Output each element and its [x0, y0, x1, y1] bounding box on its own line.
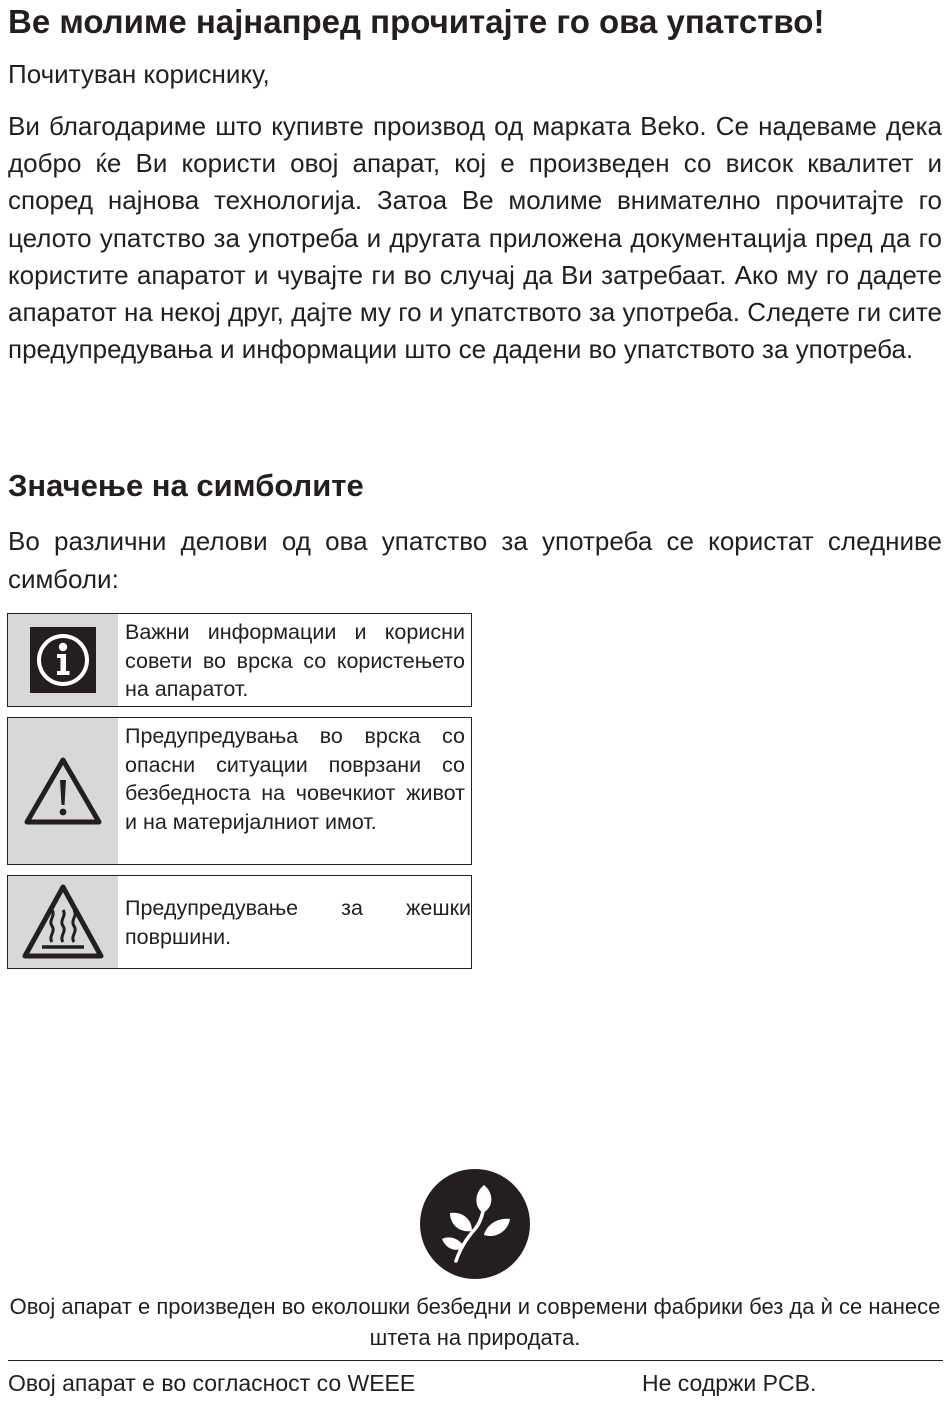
symbol-icon-cell: [8, 876, 118, 968]
symbol-row-hot-surface: [7, 875, 472, 969]
page-title: Ве молиме најнапред прочитајте го ова упатство!: [8, 3, 825, 40]
symbol-row-warning: [7, 717, 472, 865]
symbol-description: Предупредување за жешки површини.: [125, 896, 471, 949]
symbols-intro: Во различни делови од ова упатство за употреба се користат следниве симболи:: [8, 526, 942, 594]
pcb-statement: Не содржи PCB.: [642, 1370, 817, 1396]
symbol-description: Важни информации и корисни совети во врска со користењето на апаратот.: [125, 620, 465, 702]
hot-surface-icon: [22, 884, 104, 960]
symbol-row-info: [7, 613, 472, 707]
leaf-logo-icon: [420, 1169, 530, 1279]
weee-compliance: Овој апарат е во согласност со WEEE: [8, 1370, 416, 1396]
symbols-heading: Значење на симболите: [8, 468, 364, 503]
intro-paragraph: Ви благодариме што купивте производ од марката Beko. Се надеваме дека добро ќе Ви користи овој апарат, кој е произведен со висок квалитет и според најнова технологија. Затоа Ве молиме внимателно прочитајте го целото упатство за употреба и другата приложена документација пред да го користите апаратот и чувајте ги во случај да Ви затребаат. Ако му го дадете апаратот на некој друг, дајте му го и упатството за употреба. Следете ги сите предупредувања и информации што се дадени во упатството за употреба.: [8, 111, 942, 365]
footer-divider: [8, 1360, 943, 1361]
info-icon: [30, 627, 96, 693]
symbol-description: Предупредувања во врска со опасни ситуации поврзани со безбедноста на човечкиот живот и на материјалниот имот.: [125, 724, 465, 834]
symbol-icon-cell: [8, 614, 118, 706]
symbol-icon-cell: [8, 718, 118, 864]
greeting: Почитуван кориснику,: [8, 59, 270, 89]
warning-triangle-icon: [23, 756, 103, 826]
eco-statement: Овој апарат е произведен во еколошки безбедни и современи фабрики без да ѝ се нанесе штета на природата.: [9, 1294, 941, 1350]
